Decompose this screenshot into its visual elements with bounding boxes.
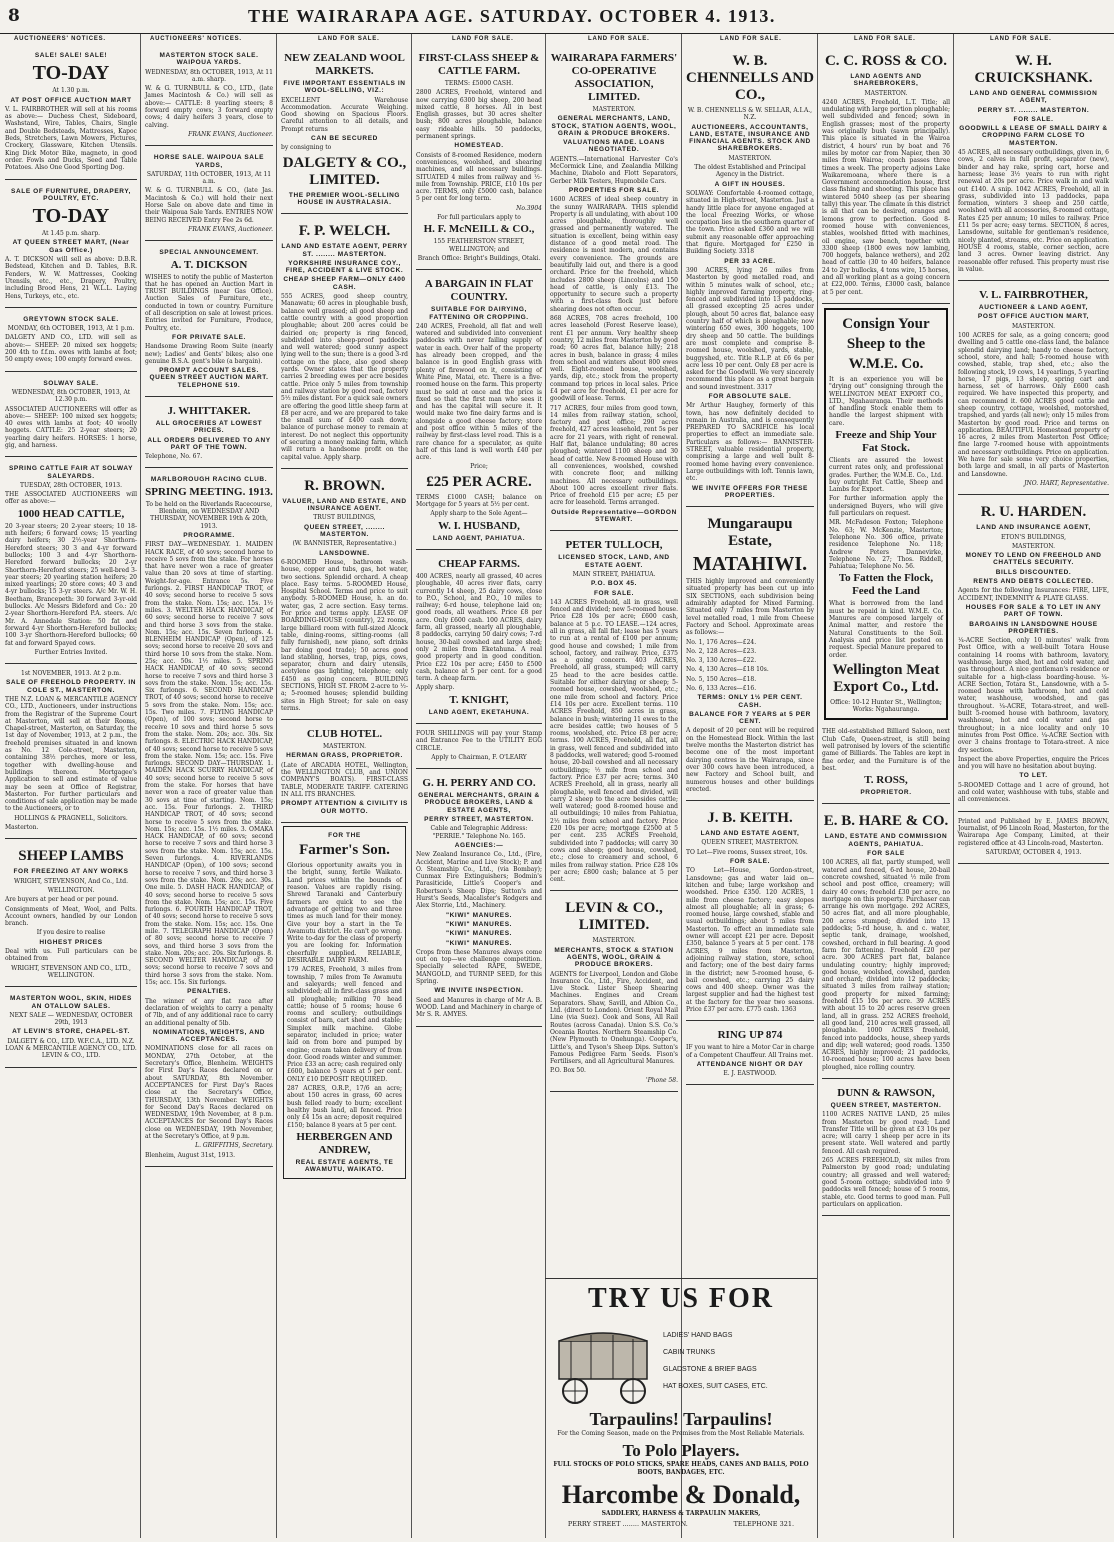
section-header-2: AUCTIONEERS' NOTICES. [150,36,242,42]
section-header-7: LAND FOR SALE. [854,36,916,42]
column-3 [278,46,411,1536]
dunn-rawson-ad: DUNN & RAWSON, QUEEN STREET, MASTERTON. 1100 ACRES NATIVE LAND, 25 miles from Masterton by good road; Land Transfer Title will be given at £3 10s per acre; will carry 1 sheep per acre in its present state. Well watered and partly fenced. All cash required. 265 ACRES FREEHOLD, six miles from Palmerston by good road; undulating country; all grassed and well watered; good 5-room cottage; subdivided into 9 paddocks well fenced; house of 5 rooms, stable, etc. Good terms to good man. Full particulars on application. [822,1081,950,1216]
goods-item: GLADSTONE & BRIEF BAGS [663,1366,757,1373]
horse-sale-ad: HORSE SALE. WAIPOUA SALE YARDS, SATURDAY, 11th OCTOBER, 1913, At 11 a.m. W. & G. TURNBULL & CO., (late Jas. Macintosh & Co.) will hold their next Horse Sale on above date and time in their Waipoua Sale Yards. ENTRIES NOW BEING RECEIVED Entry Fee 2s 6d. FRANK EVANS, Auctioneer. [145,148,273,241]
harcombe-donald-name: Harcombe & Donald, [561,1480,801,1510]
wme-consign-ad: Consign Your Sheep to the W.M.E. Co. It is an experience you will be "drying out" consigning through the WELLINGTON MEAT EXPORT CO., LTD., Ngahauranga. Their methods of handling Stock enable them to handle the largest shipment with care. Freeze and Ship Your Fat Stock. Clients are assured the lowest current rates only, and professional grades. Further, the W.M.E. Co., Ltd. buy outright Fat Cattle, Sheep and Lambs for Export. For further information apply the undersigned Buyers, who will give full particulars on request. MR. McFadeson Foxton; Telephone No. 63; W. McKenzie, Masterton; Telephone No. 306 office, private residence Telephone No. 118; Andrew Peters Dannevirke, Telephone No. 27; Thos. Riddell, Pahiatua; Telephone No. 56. To Fatten the Flock, Feed the Land What is borrowed from the land must be repaid in kind. W.M.E. Co. Manures are composed largely of Animal matter, and restore the Natural Constituents to the Soil. Analysis and price list posted on request. Special Manure prepared to order. Wellington Meat Export Co., Ltd. Office: 10-12 Hunter St., Wellington; Works: Ngahauranga. [824,308,948,721]
column-6 [683,46,817,1274]
tarpaulins-caption: For the Coming Season, made on the Premises from the Most Reliable Materials. [557,1430,805,1437]
section-header-5: LAND FOR SALE. [588,36,650,42]
farmers-son-ad: FOR THE Farmer's Son. Glorious opportunity awaits you in the bright, sunny, fertile Waikato. Land prices within the bounds of reason. Values are rapidly rising. Shrewd Taranaki and Canterbury farmers are quick to see the advantage of getting two and three times as much land for their money. Give your boy a start in the Te Awamutu district. He can't go wrong. Write to-day for the class of property you are looking for. Information cheerfully supplied. RELIABLE, DESIRABLE DAIRY FARM. 179 ACRES, Freehold, 3 miles from township, 7 miles from Te Awamutu and saleyards; well fenced and subdivided; all in first-class grass and all ploughable; milking 70 head cattle; house of 5 rooms; house 6 rooms and scullery; outbuildings consist of barn, cart shed and stable; Simplex milk machine. Globe separator, included in price; water laid on from bore and pumped by engine; cream taken delivery of from door. Good roads winter and summer. Price £33 an acre; cash required only £600, balance 5 years at 5 per cent. ONLY £10 DEPOSIT REQUIRED. 287 ACRES, O.R.P., 17/6 an acre; about 150 acres in grass, 60 acres bush felled ready to burn; excellent healthy bush land, all fenced. Price only £4 15s an acre; deposit required £150; balance 8 years at 5 per cent. HERBERGEN AND ANDREW, REAL ESTATE AGENTS, TE AWAMUTU, WAIKATO. [283,826,406,1180]
column-7 [819,46,953,1536]
perry-merchants-ad: G. H. PERRY AND CO. GENERAL MERCHANTS, GRAIN & PRODUCE BROKERS, LAND & ESTATE AGENTS, PERRY STREET, MASTERTON. Cable and Telegraphic Address: "PERRIE." Telephone No. 165. AGENCIES:— New Zealand Insurance Co., Ltd., (Fire, Accident, Marine and Live Stock); P. and O. Steamship Co., Ltd., (via Bombay); Cunmax Fire Extinguishers; Bodmin's Parasiticide, Little's Cooper's and Robertson's Sheep Dips; Sutton's and Hurst's Seeds, Macalister's Rodgers and Alex Storrie, Ltd., Machinery. "KIWI" MANURES. "KIWI" MANURES. "KIWI" MANURES. "KIWI" MANURES. Crops from these Manures always come out on top—we challenge competition. Specially selected RAPE, SWEDE, MANGOLD, and TURNIP SEED, for this Spring. WE INVITE INSPECTION. Seed and Manures in charge of Mr A. B. WOOD. Land and Machinery in charge of Mr S. R. AMYES. [416,771,542,1026]
section-line: No. 5, 150 Acres—£18. [686,675,757,683]
tarpaulins-heading: Tarpaulins! Tarpaulins! [589,1409,773,1429]
harden-ad: R. U. HARDEN. LAND AND INSURANCE AGENT, ETON'S BUILDINGS, MASTERTON. MONEY TO LEND ON FREEHOLD AND CHATTELS SECURITY. BILLS DISCOUNTED. RENTS AND DEBTS COLLECTED. Agents for the following Insurances: FIRE, LIFE, ACCIDENT, INDEMNITY & PLATE GLASS. HOUSES FOR SALE & TO LET IN ANY PART OF TOWN. BARGAINS IN LANSDOWNE HOUSE PROPERTIES. ¼-ACRE Section, only 10 minutes' walk from Post Office, with a well-built Totara House containing 14 rooms with bathroom, lavatory, washhouse, large shed, hot and cold water, and gas throughout. A nice gentleman's residence or suitable for a high-class boarding-house. ¼-ACRE Section, Totara St., Lansdowne, with a 5-roomed house with bathroom, hot and cold water, washhouse, woodshed, and gas throughout. ¼-ACRE, Totara-street, and well-built 5-roomed house with bathroom, lavatory, washhouse, hot and cold water and gas throughout; in a nice locality and only 10 minutes from Post Office. ¼-ACRE Section with over 3 chains frontage to Totara-street. A nice dry section. Inspect the above Properties, enquire the Prices and you will have no hesitation about buying. TO LET. 5-ROOMED Cottage and 1 acre of ground, hot and cold water, washhouse with tubs, stable and all conveniences. [958,497,1109,811]
husband-bargain-ad: A BARGAIN IN FLAT COUNTRY. SUITABLE FOR DAIRYING, FATTENING OR CROPPING. 240 ACRES, Freehold, all flat and well watered and subdivided into convenient paddocks with never failing supply of water in each. Over half of the property has already been cropped, and the balance is in good English grass with plenty of firewood on it, consisting of White Pine, Matai, etc. There is a five-roomed house on the farm. This property must be sold at once and the price is fixed so that the first man who sees it and has the capital will secure it. It would make two fine dairy farms and is alongside a good cheese factory; store and post office within 5 miles of the railway by first-class level road. This is a rare chance for a speculator, as quite half of this land is well worth £40 per acre. Price; £25 PER ACRE. TERMS £1000 CASH; balance on Mortgage for 5 years at 5½ per cent. Apply sharp to the Sole Agent— W. I. HUSBAND, LAND AGENT, PAHIATUA. [416,272,542,550]
goods-item: CABIN TRUNKS [663,1349,715,1356]
harcombe-donald-ad [545,1278,817,1536]
masterton-stock-sale-ad: MASTERTON STOCK SALE. WAIPOUA YARDS. WEDNESDAY, 8th OCTOBER, 1913, At 11 a.m. sharp. W. & G. TURNBULL & CO., LTD., (late James Macintosh & Co.) will sell as above:— CATTLE: 8 yearling steers; 8 forward empty cows; 3 forward empty cows; 4 dairy heifers 3 years, close to calving. FRANK EVANS, Auctioneer. [145,46,273,146]
saddlery-line: SADDLERY, HARNESS & TARPAULIN MAKERS, [601,1510,761,1518]
keith-ad: J. B. KEITH. LAND AND ESTATE AGENT, QUEEN STREET, MASTERTON. TO Let—Five rooms, Sussex street, 10s. FOR SALE. TO Let—House, Gordon-street, Lansdowne; gas and water laid on—kitchen and tube; large workshop and woodshed. Price £350. 120 ACRES, 1 mile from cheese factory; easy slopes almost all ploughable; all in grass; 6-roomed house, large cowshed, stable and usual outbuildings; about 5 miles from Masterton. To effect an immediate sale owner will accept £21 per acre. Deposit £350, balance 5 years at 5 per cent. 178 ACRES, 9 miles from Masterton, adjoining railway station, store, school and factory; one of the best dairy farms in the district; new 5-roomed house, 6-bail cowshed, etc.; carrying 25 dairy cows and 400 sheep. Owner was the largest supplier and had the highest test at the factory for the year two seasons. Price £37 per acre. £775 cash. 1363 [686,803,814,1021]
chennells-ad: W. B. CHENNELLS AND CO., W. B. CHENNELLS & W. SELLAR, A.I.A., N.Z. AUCTIONEERS, ACCOUNTANTS, LAND, ESTATE, INSURANCE AND FINANCIAL AGENTS. STOCK AND SHAREBROKERS. MASTERTON. The oldest Established and Principal Agency in the District. A GIFT IN HOUSES. SOLWAY: Comfortable 4-roomed cottage, situated in High-street, Masterton. Just a handy little place for anyone engaged at the local Freezing Works, or whose occupation lies in the southern quarter of the town. Price asked £360 and we will submit any reasonable offer approaching that figure. Mortgaged for £250 in Building Society. 3318 PER 33 ACRE. 390 ACRES, lying 26 miles from Masterton by good metalled road, and within 5 minutes walk of school, etc.; highly improved farming property, ring-fenced and subdivided into 13 paddocks, all grassed excepting 25 acres under plough, about 50 acres flat, balance easy country half of which is ploughable; now wintering 650 ewes, 300 hoggets, 100 dry sheep and 50 cattle. The buildings are most complete and comprise 8-roomed house, woolshed, yards, stable, buggyshed, etc. Title R.L.P. at £6 6s per acre less 10 per cent. Only £8 per acre is asked for the Goodwill. We very sincerely recommend this place as a great bargain and sound investment. 3317 FOR ABSOLUTE SALE. Mr Arthur Haughey, formerly of this town, has now definitely decided to remain in Australia, and is consequently PREPARED TO SACRIFICE his local properties to effect an immediate sale. Particulars as follows:— BANNISTER-STREET, valuable residential property, comprising a large and well built 8-roomed home having every convenience. Large outbuildings with loft. Tennis lawn, etc. WE INVITE OFFERS FOR THESE PROPERTIES. [686,46,814,507]
goods-item: HAT BOXES, SUIT CASES, ETC. [663,1383,768,1390]
spring-cattle-fair-ad: SPRING CATTLE FAIR AT SOLWAY SALEYARDS. TUESDAY, 28th OCTOBER, 1913. THE ASSOCIATED AUCTIONEERS will offer as above:— 1000 HEAD CATTLE, 20 3-year steers; 20 2-year steers; 10 18-mth heifers; 6 forward cows; 15 yearling dairy heifers; 30 2½-year Shorthorn-Hereford steers; 30 3 and 4-yr forward bullocks; 100 3 and 4-yr Shorthorn-Hereford forward bullocks; 20 2-yr Shorthorn-Hereford steers; 25 well-bred 3-year steers; 20 yearling station heifers; 20 mixed yearlings; 20 store cows; 40 3 and 4-yr bullocks; 15 3-yr steers. A/c Mr. W. H. Beetham, Brancepeth: 30 forward 3-yr-old bullocks. A/c Messrs Bideford and Co.: 20 2-year Shorthorn-Hereford P.A. steers. A/c Mr. A. Annedale Station: 50 fat and forward 4-yr Shorthorn-Hereford bullocks; 100 3-yr Shorthorn-Hereford bullocks; 60 fat and forward Spayed cows. Further Entries Invited. [5,459,137,664]
column-rule [817,34,818,1538]
column-rule [953,34,954,1538]
section-header-4: LAND FOR SALE. [452,36,514,42]
goods-item: LADIES' HAND BAGS [663,1332,733,1339]
sheep-lambs-ad: SHEEP LAMBS FOR FREEZING AT ANY WORKS WRIGHT, STEVENSON, And Co., Ltd. WELLINGTON. Are buyers at per head or per pound. Consignments of Meat, Wool, and Pelts. Account owners, handled by our London branch. If you desire to realise HIGHEST PRICES Deal with us. Full particulars can be obtained from WRIGHT, STEVENSON AND CO., LTD., WELLINGTON. [5,841,137,987]
welch-land-agent-ad: F. P. WELCH. LAND AND ESTATE AGENT, PERRY ST. ........ MASTERTON. YORKSHIRE INSURANCE COY., FIRE, ACCIDENT & LIVE STOCK. CHEAP SHEEP FARM—ONLY £400 CASH. 555 ACRES, good sheep country, Manawatu; 60 acres in ploughable bush, balance well grassed; all good sheep and cattle country with a good proportion ploughable; about 200 acres could be dairied on; property is ring fenced, subdivided into sheep-proof paddocks and well watered; good sunny aspect lying well to the sun; there is a good 3-rd cottage on the place, also good sheep yards. Owner states that the property carries 2 breeding ewes per acre besides cattle. Price only 5 miles from township and railway station by good road, factory 5½ miles distant. For a quick sale owners are offering the good little sheep farm at £8 per acre, and we are prepared to take the small sum of £400 cash down; balance of purchase money to remain at interest. Do not neglect this opportunity of securing a money making farm, which will return a handsome profit on the capital value. Apply sharp. [281,216,408,469]
fairbrother-sale-ad: SALE! SALE! SALE! TO-DAY At 1.30 p.m. AT POST OFFICE AUCTION MART V. L. FAIRBROTHER will sell at his rooms as above:— Duchess Chest, Sideboard, Washstand, Wire, Tables, Chairs, Single and Double Bedsteads, Mattresses, Kapoc Beds, Stretchers, Lawn Mowers, Pictures, Crockery, Glassware, Kitchen Utensils. King Dick Motor Bike, magneto, in good order. Fowls and Ducks, Seed and Table Potatoes. Also One Good Sporting Dog. [5,46,137,180]
hare-co-ad: E. B. HARE & CO. LAND, ESTATE AND COMMISSION AGENTS, PAHIATUA. FOR SALE 100 ACRES, all flat, partly stumped, well watered and fenced, 6-rd house, 20-bail concrete cowshed, situated ½ mile from school and post office, creamery; will dairy 40 cows; freehold £30 per acre, no mortgage on this property. Purchaser can arrange his own mortgage. 292 ACRES, 50 acres flat, and all more ploughable, 200 acres stumped; divided into 13 paddocks; 5-rd house, h. and c. water, septic tank, drainage, woolshed, cowshed, orchard in full bearing. A good farm for fattening. Freehold £20 per acre. 300 ACRES part flat, balance undulating country; highly improved; good house, woolshed, cowshed, garden and orchard; divided into 12 paddocks; situated 3 miles from railway station; good property for mixed farming; freehold £15 10s per acre. 39 ACRES with about 15 to 20 acres reserve green land, all in grass. 252 ACRES freehold, all good land, 210 acres well grassed, all ploughable. 1000 ACRES freehold, fenced into paddocks, house, sheep yards and dip; well watered; good roads. 1350 ACRES, highly improved; 21 paddocks, 10-roomed house; 100 acres have been ploughed, nice rolling country. [822,806,950,1079]
page-number: 8 [8,6,20,26]
tulloch-ad: PETER TULLOCH, LICENSED STOCK, LAND, AND ESTATE AGENT. MAIN STREET, PAHIATUA. P.O. BOX 45. FOR SALE. 143 ACRES Freehold, all in grass, well fenced and divided; new 5-roomed house. Price £28 10s per acre; £600 cash, balance at 5 p.c. TO LEASE.—124 acres, all in grass, all fall flat; lease has 5 years to run at a rental of £100 per annum; good house and cowshed; 1 mile from school, factory, and railway. Price, £375 as a going concern. 403 ACRES, Freehold, all grass, stumped; will carry 25 head to the acre besides cattle. Suitable for either dairying or sheep; 5-roomed house, cowshed, woolshed, etc.; one mile from school and factory. Price £14 10s per acre. Excellent terms. 110 ACRES Freehold, 850 acres in grass, balance in bush; wintering 11 ewes to the acre besides cattle; two houses of 5 rooms, woolshed, etc. Price £8 per acre; terms. 100 ACRES, Freehold, all flat, all in grass, well fenced and subdivided into 8 paddocks, well watered; good 5-roomed house, 20-bail cowshed and all necessary outbuildings; ½ mile from school and factory. Price £37 per acre; terms. 340 ACRES Freehold, all in grass, nearly all ploughable, well fenced and divided, will carry 2 sheep to the acre besides cattle; well watered; good 8-roomed house and all outbuildings; 10 miles from Pahiatua, 2½ miles from school and factory. Price £20 10s per acre; mortgage £2500 at 5 per cent. 235 ACRES Freehold, subdivided into 7 paddocks; will carry 30 cows and sheep; good house, cowshed, etc.; close to creamery and school, 6 miles from railway station. Price £28 10s per acre; £800 cash; balance at 5 per cent. [550,533,678,891]
section-header-1: AUCTIONEERS' NOTICES. [14,36,106,42]
polo-heading: To Polo Players. [622,1441,740,1461]
section-header-3: LAND FOR SALE. [318,36,380,42]
racing-club-ad: MARLBOROUGH RACING CLUB. SPRING MEETING. 1913. To be held on the Riverlands Racecourse, Blenheim, on WEDNESDAY AND THURSDAY, NOVEMBER 19th & 20th, 1913. PROGRAMME. FIRST DAY—WEDNESDAY. 1. MAIDEN HACK RACE, of 40 sovs; second horse to receive 5 sovs from the stake. For horses that have never won a race of greater value than 20 sovs at time of starting. Weight-for-age. Entrance 5s. Five furlongs. 2. FIRST HANDICAP TROT, of 40 sovs; second horse to receive 5 sovs from the stake. Nom. 15s; acc. 15s. 1½ miles. 3. WELTER HACK HANDICAP, of 60 sovs; second horse to receive 7 sovs and third horse 3 sovs from the stake. Nom. 15s; acc. 15s. Seven furlongs. 4. BLENHEIM HANDICAP (Open), of 125 sovs; second horse to receive 20 sovs and third horse 10 sovs from the stake. Nom. 25s; acc. 50s. 1½ miles. 5. SPRING HACK HANDICAP, of 40 sovs; second horse to receive 7 sovs and third horse 3 sovs from the stake. Nom. 15s; acc. 15s. Six furlongs. 6. SECOND HANDICAP TROT, of 40 sovs; second horse to receive 5 sovs from the stake. Nom. 15s; acc. 15s. Two miles. 7. FLYING HANDICAP (Open), of 100 sovs; second horse to receive 10 sovs and third horse 5 sovs from the stake. Nom. 20s; acc. 30s. Six furlongs. 8. ELECTRIC HACK HANDICAP, of 40 sovs; second horse to receive 5 sovs from the stake. Nom. 15s; acc. 15s. Five furlongs. SECOND DAY—THURSDAY. 1. MAIDEN HACK SCURRY HANDICAP, of 40 sovs; second horse to receive 5 sovs from the stake. For horses that have never won a race of greater value than 30 sovs at time of starting. Nom. 15s; acc. 15s. Four furlongs. 2. THIRD HANDICAP TROT, of 40 sovs; second horse to receive 5 sovs from the stake. Nom. 15s; acc. 15s. 1½ miles. 3. OMAKA HACK HANDICAP, of 60 sovs; second horse to receive 7 sovs and third horse 3 sovs from the stake. Nom. 15s; acc. 15s. Seven furlongs. 4. RIVERLANDS HANDICAP (Open), of 100 sovs; second horse to receive 7 sovs, and third horse 3 sovs from the stake. Nom. 20s; acc. 30s. One mile. 5. DASH HACK HANDICAP, of 40 sovs; second horse to receive 5 sovs from the stake. Nom. 15s; acc. 15s. Five furlongs. 6. FOURTH HANDICAP TROT, of 40 sovs; second horse to receive 5 sovs from the stake. Nom. 15s; acc. 15s. One mile. 7. TELEGRAPH HANDICAP (Open) of 80 sovs; second horse to receive 7 sovs, and third horse 3 sovs from the stake. Nom. 20s; acc. 20s. Six furlongs. 8. SECOND WELTER HANDICAP, of 50 sovs; second horse to receive 7 sovs and third horse 3 sovs from the stake. Nom. 15s; acc. 15s. Six furlongs. PENALTIES. The winner of any flat race after declaration of weights to carry a penalty of 7lb, and of any additional race to carry an additional penalty of 5lb. NOMINATIONS, WEIGHTS, AND ACCEPTANCES. NOMINATIONS close for all races on MONDAY, 27th October, at the Secretary's Office, Blenheim. WEIGHTS for First Day's Races declared on or about SATURDAY, 8th November. ACCEPTANCES for First Day's Races close at the Secretary's Office, THURSDAY, 13th November. WEIGHTS for Second Day's Races declared on WEDNESDAY, 19th November, at 8 p.m. ACCEPTANCES for Second Day's Races close on WEDNESDAY, 19th November, at the Secretary's Office, at 9 p.m. L. GRIFFITHS, Secretary. Blenheim, August 31st, 1913. [145,470,273,1166]
newspaper-title: THE WAIRARAPA AGE. SATURDAY. OCTOBER 4. 1913. [248,6,776,26]
try-us-title: TRY US FOR [588,1283,774,1314]
section-line: No. 2, 128 Acres—£23. [686,647,757,655]
column-1 [2,46,140,1536]
dickson-announcement-ad: SPECIAL ANNOUNCEMENT. A. T. DICKSON WISHES to notify the public of Masterton that he has opened an Auction Mart in TRUST BUILDINGS (near Gas Office). Auction Sales of Furniture, etc., conducted in town or country. Furniture of all description on sale at lowest prices. Entries invited for Furniture, Produce, Poultry, etc. FOR PRIVATE SALE. Handsome Drawing Room Suite (nearly new); Ladies' and Gents' bikes; also one genuine B.S.A. gent's bike (a bargain). PROMPT ACCOUNT SALES. QUEEN STREET AUCTION MART. TELEPHONE 519. [145,243,273,397]
imprint: Printed and Published by E. JAMES BROWN, Journalist, of 96 Lincoln Road, Masterton, for the Wairarapa Age Company, Limited, at their registered office at 43 Lincoln-road, Masterton. SATURDAY, OCTOBER 4, 1913. [958,814,1109,864]
column-4 [413,46,545,1536]
fairbrother-agent-ad: V. L. FAIRBROTHER, AUCTIONEER & LAND AGENT, POST OFFICE AUCTION MART, MASTERTON. 100 ACRES for sale, as a going concern; good dwelling and 5 cattle one-class land, the balance splendid dairying land; handy to cheese factory, school, store, and hall; 5-roomed house with cowshed, stable, trap shed, etc.; also the following stock, 19 cows, 14 yearlings, 5 yearling horse, 17 pigs, 13 sheep, spring cart and harness, set of harrows. Only £600 cash required. We have inspected this property, and can recommend it. 600 ACRES good cattle and sheep country, cottage, woolshed, motorshed, trapshed, and yards (all new); only 15 miles from Masterton by good road. Price and terms on application. BEAUTIFUL Homestead property of 16 acres, 2 miles from Masterton Post Office; fine large 7-roomed house with appointments and necessary outbuildings. Price on application. We have for sale some very choice properties, both large and small, in all parts of Masterton and Lansdowne. JNO. HART, Representative. [958,283,1109,495]
column-5 [547,46,681,1274]
ross-billiard-ad: THE old-established Billiard Saloon, next Club Cafe, Queen-street, is still being well patronised by lovers of the scientific game of Billiards. The Tables are kept in fine order, and the Furniture is of the best. T. ROSS, PROPRIETOR. [822,724,950,804]
levin-co-ad: LEVIN & CO., LIMITED. MASTERTON. MERCHANTS, STOCK & STATION AGENTS, WOOL, GRAIN & PRODUCE BROKERS. AGENTS for Liverpool, London and Globe Insurance Co., Ltd., Fire, Accident, and Live Stock. Lister Sheep Shearing Machines. Engines and Cream Separators. Shaw, Savill, and Albion Co., Ltd. (direct to London). Orient Royal Mail Line (via Suez). Cook and Sons, All Rail Routes (across Canada). Union S.S. Co.'s Oceania Routes. Northern Steamship Co. (New Plymouth to Onehunga). Cooper's, Little's, and Tyson's Sheep Dips. Sutton's Famous Pedigree Farm Seeds. Fison's Fertilisers, and all Agricultural Manures. P.O. Box 50. 'Phone 58. [550,893,678,1092]
section-header-8: LAND FOR SALE. [990,36,1052,42]
masthead [0,0,1114,34]
furniture-sale-ad: SALE OF FURNITURE, DRAPERY, POULTRY, ETC. TO-DAY At 1.45 p.m. sharp. AT QUEEN STREET MART, (Near Gas Office.) A. T. DICKSON will sell as above: D.B.R. Bedstead, Kitchen and D. Tables, B.R. Fenders, W. W. Mattresses, Cooking Utensils, etc., etc., Drapery, Poultry, including Brood Hens, 21 W.L.L. Laying Hens, Turkeys, etc., etc. [5,182,137,308]
column-rule [140,34,141,1538]
section-line: No. 6, 133 Acres—£16. [686,685,757,692]
column-rule [276,34,277,1538]
freehold-sale-ad: 1st NOVEMBER, 1913. At 2 p.m. SALE OF FREEHOLD PROPERTY. IN COLE ST., MASTERTON. THE N.Z. LOAN & MERCANTILE AGENCY CO., LTD., Auctioneers, under instructions from the Registrar of the Supreme Court at Masterton, will sell at their Rooms, Chapel-street, Masterton, on Saturday, the 1st day of November, 1913, at 2 p.m., the freehold premises situated in and known as No. 12 Cole-street, Masterton, containing 38½ perches, more or less, together with dwelling-house and buildings thereon. Mortgagee's Application to sell and estimate of value may be seen at Office of Registrar, Masterton. For further particulars and conditions of sale application may be made to the Auctioneers, or to HOLLINGS & PRAGNELL, Solicitors. Masterton. [5,666,137,839]
eastwood-ad: RING UP 874 IF you want to hire a Motor Car in charge of a Competent Chauffeur. All Trains met. ATTENDANCE NIGHT OR DAY E. J. EASTWOOD. [686,1023,814,1085]
wool-sales-ad: MASTERTON WOOL, SKIN, HIDES AN OTALLOW SALES. NEXT SALE — WEDNESDAY, OCTOBER 29th, 1913 AT LEVIN'S STORE, CHAPEL-ST. DALGETY & CO., LTD. W.F.C.A., LTD. N.Z. LOAN & MERCANTILE AGENCY CO., LTD. LEVIN & CO., LTD. [5,989,137,1067]
section-line: No. 1, 176 Acres—£24. [686,638,757,646]
farmers-coop-ad: WAIRARAPA FARMERS' CO-OPERATIVE ASSOCIATION, LIMITED. MASTERTON. GENERAL MERCHANTS, LAND, STOCK, STATION AGENTS, WOOL, GRAIN & PRODUCE BROKERS. VALUATIONS MADE. LOANS NEGOTIATED. AGENTS.—International Harvester Co's McCormick Line, and Zealandia Milking Machine, Diabolo and Flott Separators, Gerber Milk Testers, Hupmobile Cars. PROPERTIES FOR SALE. 1600 ACRES of ideal sheep country in the sunny WAIRARAPA. THIS splendid Property is all undulating, with about 100 acres ploughable, thoroughly well grassed and permanently watered. The situation is excellent, being within easy distance of a good metal road. The residence is most modern, and contains every convenience. The grounds are beautifully laid out, and there is a good orchard. Price for the freehold, which includes 2800 sheep (Lincolns) and 150 head of cattle, is only £13. The opportunity to secure such a property with a first-class flock just before shearing does not often occur. 868 ACRES, 708 acres freehold, 100 acres leasehold (Forest Reserve lease), rent £1 per annum. Very healthy sheep country, 12 miles from Masterton by good road; 60 acres flat, balance hilly; 218 acres in bush, balance in grass; 4 miles from school and winters about 800 ewes well. Eight-roomed house, woolshed, yards, dip, etc.; stock from the property command top prices in local sales. Price £4 per acre for freehold, £1 per acre for goodwill of lease. Terms. 717 ACRES, four miles from good town, 14 miles from railway station, school, factory and post office; 290 acres freehold, 427 acres leasehold, rent 5s per acre for 21 years, with right of renewal. Half flat, balance undulating; 80 acres ploughed; wintered 1100 sheep and 30 head of cattle. New 8-roomed House with all conveniences, woolshed, cowshed with concrete floor, and milking machines. All necessary outbuildings. About 100 acres excellent river flats. Price of freehold £15 per acre; £5 per acre for leasehold. Terms arranged. Outside Representative—GORDON STEWART. [550,46,678,531]
perry-street-line: PERRY STREET ........ MASTERTON. [567,1519,688,1528]
knight-cheap-farms-ad: CHEAP FARMS. 400 ACRES, nearly all grassed, 40 acres ploughable, 40 acres river flats, carry currently 14 sheep, 25 dairy cows, close to P.O., School, and P.O., 10 miles to railway; 6-rd house, telephone laid on; good roads, all weathers. Price £8 per acre. Only £600 cash. 100 ACRES, dairy farm, all grassed, nearly all ploughable, 8 paddocks, carrying 50 dairy cows; 7-rd house, 30-bail cowshed and large shed; only 2 miles from Eketahuna. A real good property and in good condition. Price £22 10s per acre; £450 to £500 cash, balance at 5 per cent. for a good term. A cheap farm. Apply sharp. T. KNIGHT, LAND AGENT, EKETAHUNA. [416,552,542,724]
dalgety-wool-ad: NEW ZEALAND WOOL MARKETS. FIVE IMPORTANT ESSENTIALS IN WOOL-SELLING, VIZ.: EXCELLENT Warehouse Accommodation. Accurate Weighing. Good showing on Spacious Floors. Careful attention to all details, and Prompt returns CAN BE SECURED by consigning to DALGETY & CO., LIMITED. THE PREMIER WOOL-SELLING HOUSE IN AUSTRALASIA. [281,46,408,214]
solway-sale-ad: SOLWAY SALE. WEDNESDAY, 8th OCTOBER, 1913, At 12.30 p.m. ASSOCIATED AUCTIONEERS will offer as above:— SHEEP: 100 mixed sex hoggets; 40 ewes with lambs at foot; 40 woolly hoggets. CATTLE: 25 2-year steers; 20 yearling dairy heifers. HORSES: 1 horse, gig, and harness. [5,374,137,458]
column-rule [411,34,412,1538]
brown-land-agent-ad: R. BROWN. VALUER, LAND AND ESTATE, AND INSURANCE AGENT. TRUST BUILDINGS, QUEEN STREET, ........ MASTERTON. (W. BANNISTER, Representative.) LANSDOWNE. 6-ROOMED House, bathroom wash-house, copper and tubs, gas, hot water, two sections. Splendid orchard. A cheap place. Easy terms. 5-ROOMED House, Hospital School. Terms and price to suit anybody. 5-ROOMED House, h. an do. water, gas, 2 acre section. Easy terms. For price and terms apply. LEASE OF BOARDING-HOUSE (country), 22 rooms, large billiard room with full-sized Alcock table, dining-rooms, sitting-rooms (all fully furnished), new piano, soft drinks bar doing good trade); 50 acres good land stabling, horses, trap, pigs, cows, separator, churn and dairy utensils, acetylene gas lighting, telephone; only £450 as going concern. BUILDING SECTIONS, HIGH ST. FROM 2-acre to ½-a; 5-roomed houses; splendid building sites in High Street; for sale on easy terms. [281,471,408,720]
column-8 [955,46,1112,1536]
greytown-stock-sale-ad: GREYTOWN STOCK SALE. MONDAY, 6th OCTOBER, 1913, At 1 p.m. DALGETY AND CO., LTD. will sell as above:— SHEEP: 20 mixed sex hoggets; 200 4th to f.f.m. ewes with lambs at foot; 50 empty ewes; 100 empty forward ewes. [5,310,137,372]
tarpaulin-cart-illustration [551,1323,659,1407]
goods-list [663,1327,813,1395]
section-line: No. 3, 130 Acres—£22. [686,657,757,665]
mungaraupu-estate-ad: Mungaraupu Estate, MATAHIWI. THIS highly improved and conveniently situated property has been cut up into SIX SECTIONS, each subdivision being admirably adapted for Mixed Farming. Situated only 7 miles from Masterton by level metalled road, 1 mile from Cheese Factory and School. Approximate areas as follows:— No. 1, 176 Acres—£24. No. 2, 128 Acres—£23. No. 3, 130 Acres—£22. No. 4, 130 Acres—£18 10s. No. 5, 150 Acres—£18. No. 6, 133 Acres—£16. TERMS: ONLY 1½ PER CENT. CASH. BALANCE FOR 7 YEARS at 5 PER CENT. A deposit of 20 per cent will be required on the Homestead Block. Within the last twelve months the Masterton district has become one of the most important dairying centres in the Wairarapa, since over 300 cows have been introduced, a new Factory and School built, and numerous houses and other buildings erected. [686,509,814,801]
egg-circle-ad: FOUR SHILLINGS will pay your Stamp and Entrance Fee to the UTILITY EGG CIRCLE. Apply to Chairman, F. O'LEARY [416,726,542,769]
section-header-6: LAND FOR SALE. [720,36,782,42]
telephone-line: TELEPHONE 321. [733,1519,795,1528]
section-line: No. 4, 130 Acres—£18 10s. [686,666,769,674]
ross-co-ad: C. C. ROSS & CO. LAND AGENTS AND SHAREBROKERS, MASTERTON. 4240 ACRES, Freehold, L.T. Title; all undulating with large portion ploughable; well subdivided and fenced; sown in English grasses; most of the property was originally bush (sawn principally). This place is situated in the Wairoa district, 4 hours' run by boat and 76 miles by motor car from Napier, then 30 miles from Wairoa; coach passes three times a week. The property adjoins Lake Waikaremoana, where there is a Government accommodation house, first class fishing and shooting. This place has wintered 5040 sheep (as per shearing tally) this year. The climate in this district is all that can be desired, oranges and lemons grow to perfection. Good 8-roomed house with conveniences, stables, woolshed fitted with machines, oil engine, saw bench, together with 3300 sheep (1800 ewes now lambing, 700 hoggets, balance wethers), and 202 head of cattle (30 to 40 heifers, balance 24 to 2yr bullocks, 4 tons wire, 15 horses, and all working plant as a going concern at £22,000. Terms, £3000 cash, balance at 5 per cent. [822,46,950,304]
column-2 [142,46,276,1536]
cruickshank-ad: W. H. CRUICKSHANK. LAND AND GENERAL COMMISSION AGENT, PERRY ST. ........ MASTERTON. FOR SALE. GOODWILL & LEASE OF SMALL DAIRY & CROPPING FARM CLOSE TO MASTERTON. 45 ACRES, all necessary outbuildings, given in, 6 cows, 2 calves in full profit, separator (new), binder and hay rake, spring cart, horse and harness; lease 3½ years to run with right renewal at 20s per acre. Price walk in and walk out £140. A snip. 1042 ACRES, Freehold, all in grass, subdivided into 13 paddocks, papa formation, winters 3 sheep and 250 cattle, woolshed with all accessories, 8-roomed cottage, Rates £25 per annum; 10 miles to railway. Price £11 5s per acre; easy terms. SECTION, 8 acres, Lansdowne, suitable for gentleman's residence, nicely planted, streams, etc. Price on application. HOUSE 4 rooms, stable, corner section, acre land 3 acres. Owner leaving district. Any reasonable offer refused. This property must rise in value. [958,46,1109,281]
whittaker-ad: J. WHITTAKER. ALL GROCERIES AT LOWEST PRICES. ALL ORDERS DELIVERED TO ANY PART OF THE TOWN. Telephone, No. 67. [145,399,273,468]
club-hotel-ad: CLUB HOTEL. MASTERTON. HERMAN GRASS, PROPRIETOR. (Late of ARCADIA HOTEL, Wellington, the WELLINGTON CLUB, and UNION COMPANY'S BOATS). FIRST-CLASS TABLE, MODERATE TARIFF. CATERING IN ALL ITS BRANCHES. PROMPT ATTENTION & CIVILITY IS OUR MOTTO. [281,722,408,823]
mcneill-farm-ad: FIRST-CLASS SHEEP & CATTLE FARM. TERMS: £5000 CASH. 2800 ACRES, Freehold, wintered and now carrying 6300 big sheep, 200 head mixed cattle, 8 horses. All in best English grasses, but 30 acres shelter bush; 800 acres ploughable, balance easy rideable hills. 50 paddocks, permanent springs. HOMESTEAD. Consists of 8-roomed Residence, modern conveniences, woolshed, and shearing machines, and all necessary buildings. SITUATED 4 miles from railway and ½-mile from Township. PRICE, £10 10s per acre. TERMS, only £5000 cash, balance 5 per cent for long term. No.3904 For full particulars apply to H. F. McNEILL & CO., 155 FEATHERSTON STREET, WELLINGTON; and Branch Office: Bright's Buildings, Otaki. [416,46,542,270]
polo-caption: FULL STOCKS OF POLO STICKS, SPARE HEADS, CANES AND BALLS, POLO BOOTS, BANDAGES, ETC. [553,1461,809,1476]
